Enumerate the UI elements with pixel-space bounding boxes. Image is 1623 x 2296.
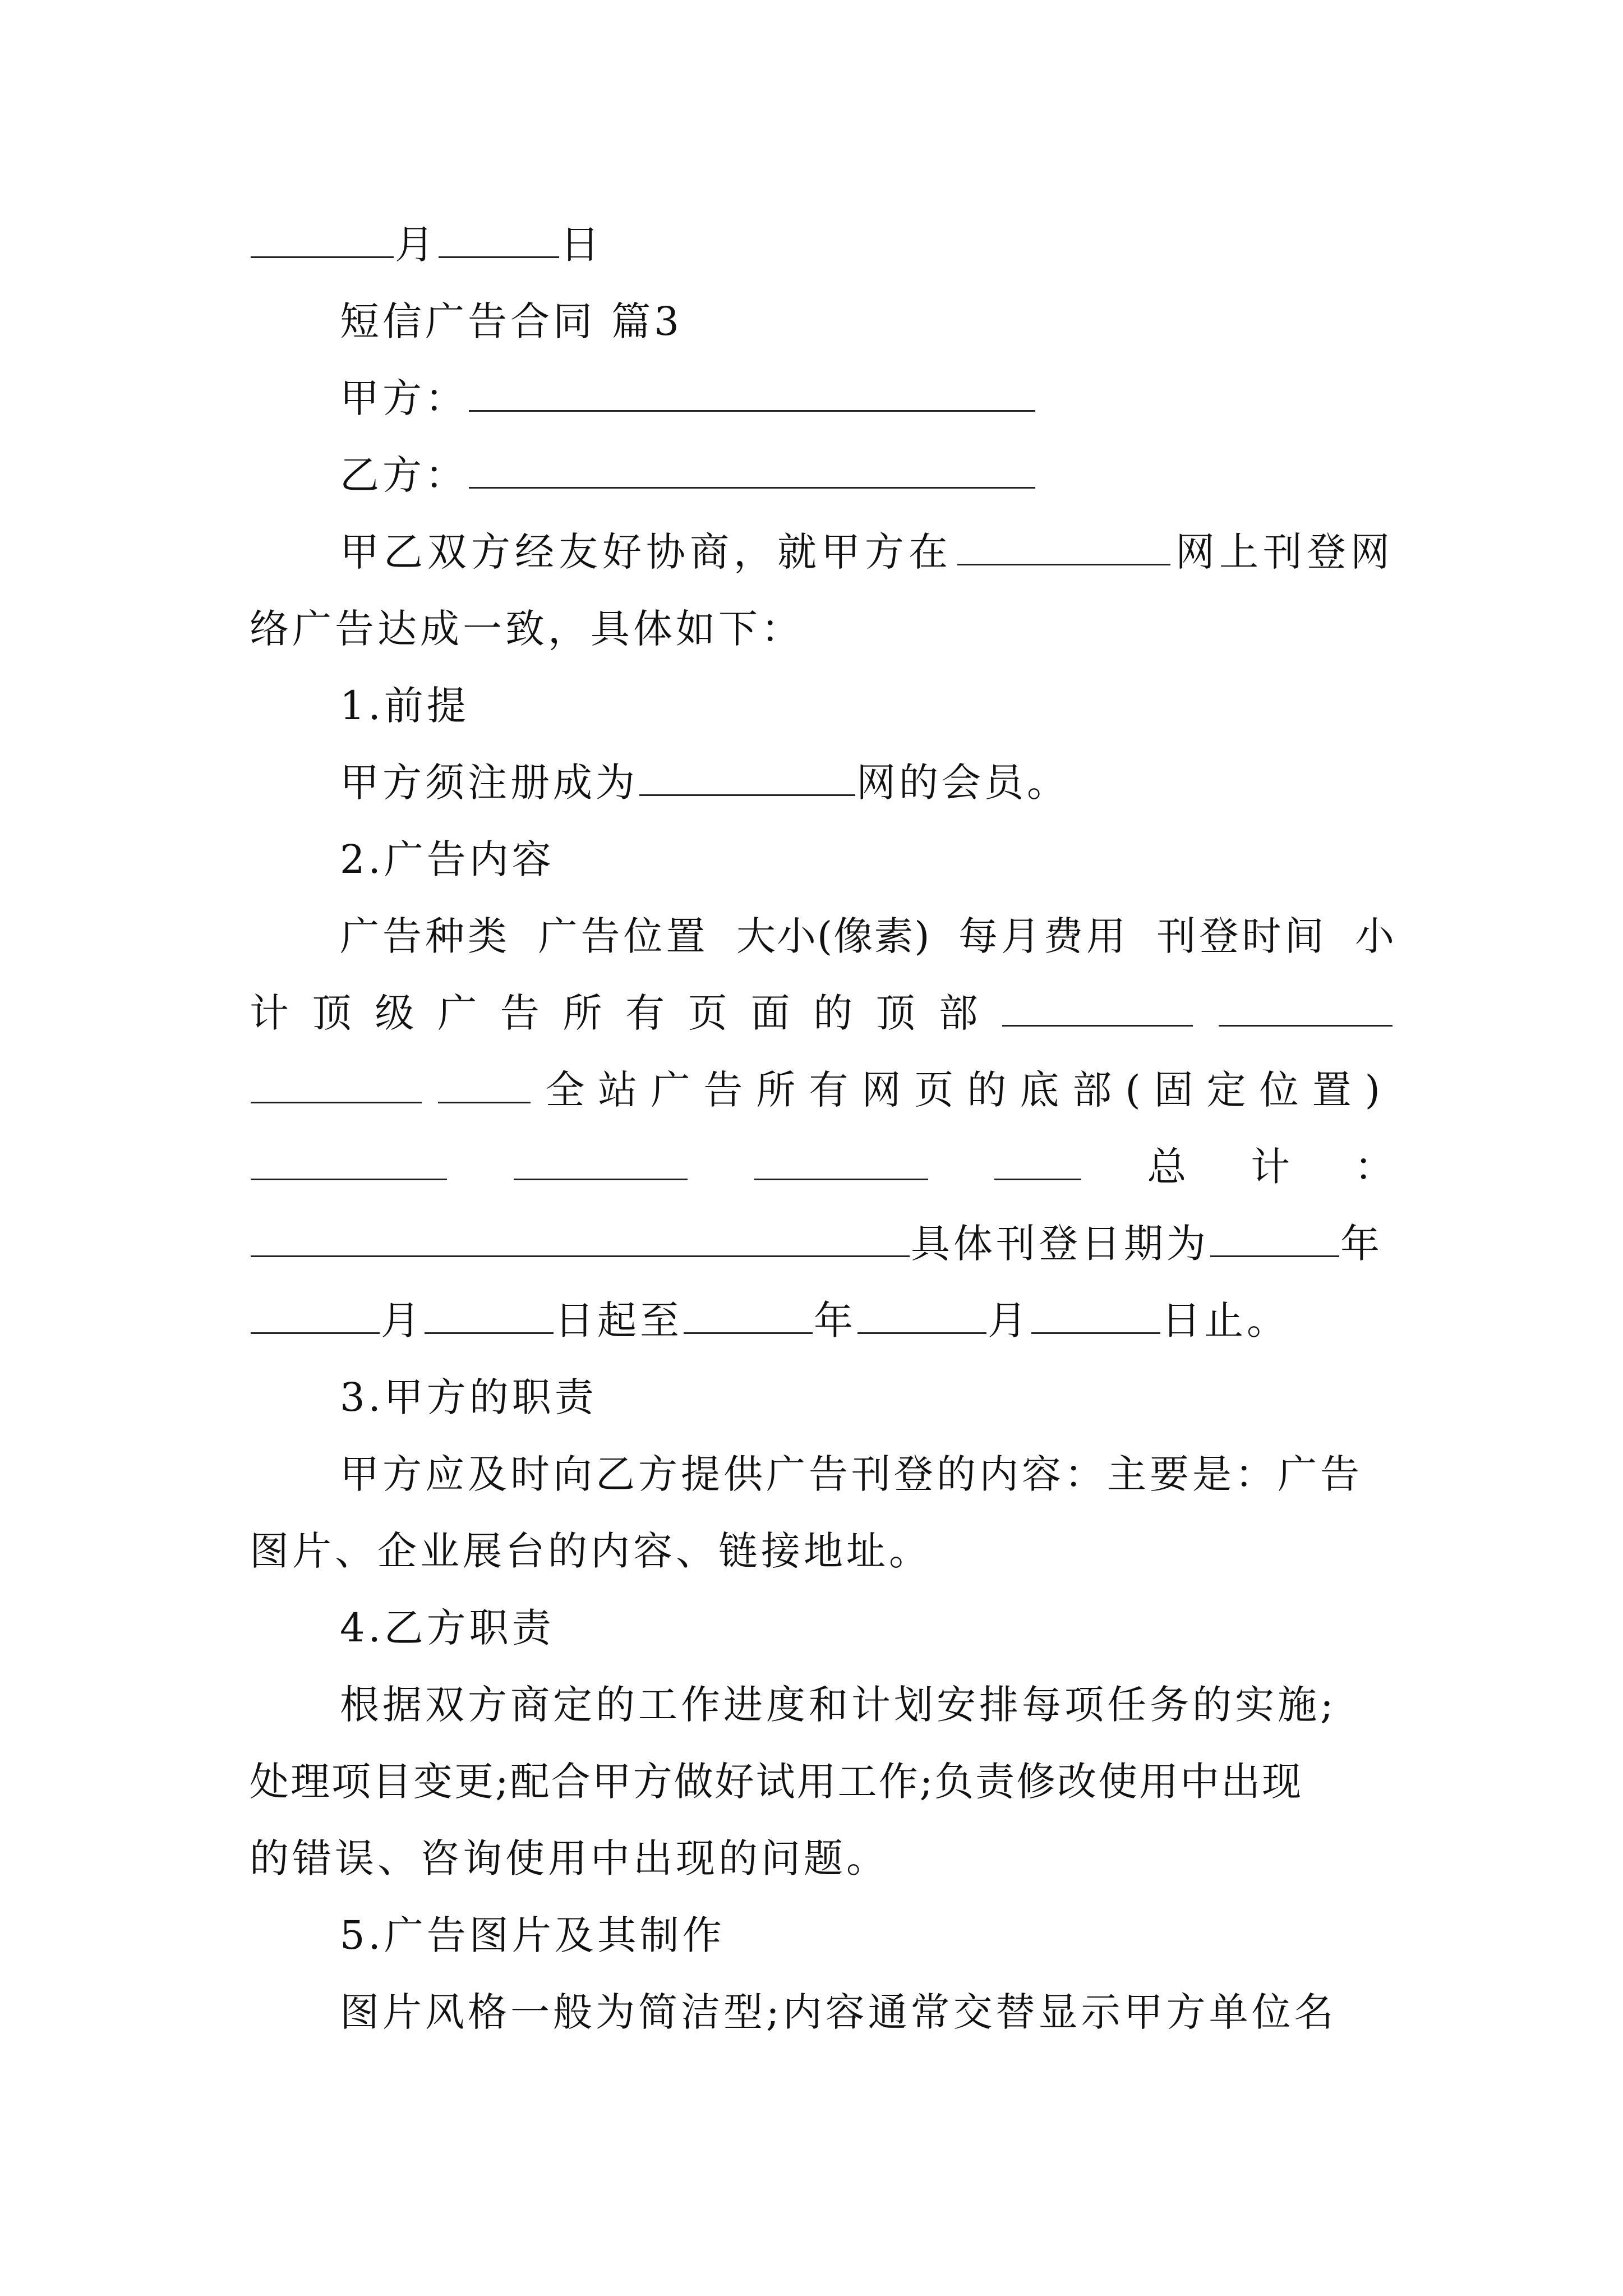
intro-text-1: 甲乙双方经友好协商，就甲方在 (340, 529, 952, 575)
intro-line-2: 络广告达成一致，具体如下： (250, 606, 804, 652)
ad-subtotal-blank (994, 1144, 1081, 1180)
month-blank (251, 1297, 380, 1334)
month-label: 月 (988, 1297, 1030, 1343)
ad-row-char: 面 (750, 990, 790, 1036)
ad-size-blank (251, 1144, 447, 1180)
section-4-heading: 4.乙方职责 (340, 1605, 555, 1651)
month-label: 月 (395, 222, 437, 268)
party-a-blank (469, 375, 1035, 412)
intro-text-2: 网上刊登网 (1175, 529, 1394, 575)
year-blank (684, 1297, 813, 1334)
year-label: 年 (814, 1297, 856, 1343)
ad-col-subtotal-start: 小 (1354, 913, 1394, 959)
party-b-line (340, 447, 1394, 503)
ad-size-blank (1002, 990, 1193, 1027)
party-b-blank (469, 452, 1035, 489)
section-3-line-1: 甲方应及时向乙方提供广告刊登的内容：主要是：广告 (340, 1451, 1363, 1497)
total-char: 计 (1251, 1144, 1290, 1190)
ad-row-char: 页 (688, 990, 727, 1036)
ad-table-row-2 (250, 985, 1394, 1041)
section-4-line-2: 处理项目变更;配合甲方做好试用工作;负责修改使用中出现 (250, 1759, 1303, 1805)
ad-row-char: 的 (813, 990, 853, 1036)
ad-col-position: 广告位置 (538, 913, 709, 959)
section-1-text-part1: 甲方须注册成为 (340, 760, 638, 806)
section-5-line-1: 图片风格一般为简洁型;内容通常交替显示甲方单位名 (340, 1989, 1337, 2035)
day-blank (425, 1297, 554, 1334)
ad-row-char: 有 (625, 990, 665, 1036)
month-blank (857, 1297, 986, 1334)
website-blank (957, 529, 1170, 565)
end-label: 日止。 (1161, 1297, 1289, 1343)
day-blank (1031, 1297, 1160, 1334)
section-1-text (340, 754, 1394, 811)
ad-row-char: 顶 (875, 990, 915, 1036)
ad-period-blank (251, 1067, 422, 1103)
ad-row-2-text: 全站广告所有网页的底部(固定位置) (545, 1067, 1394, 1113)
website-blank (639, 760, 855, 796)
ad-fee-blank (514, 1144, 688, 1180)
ad-row-char: 广 (437, 990, 477, 1036)
section-1-text-part2: 网的会员。 (856, 760, 1069, 806)
period-line-2 (250, 1292, 1394, 1349)
total-char: 总 (1147, 1144, 1187, 1190)
ad-col-size: 大小(像素) (736, 913, 931, 959)
ad-col-subtotal-end: 计 (250, 990, 289, 1036)
section-4-line-1: 根据双方商定的工作进度和计划安排每项任务的实施; (340, 1682, 1337, 1728)
section-3-heading: 3.甲方的职责 (340, 1374, 597, 1420)
year-label: 年 (1340, 1221, 1383, 1267)
month-label: 月 (381, 1297, 423, 1343)
blank-field (439, 222, 559, 258)
ad-row-char: 所 (562, 990, 602, 1036)
party-b-label: 乙方： (340, 452, 468, 498)
section-4-line-3: 的错误、咨询使用中出现的问题。 (250, 1835, 889, 1881)
ad-col-monthly-fee: 每月费用 (958, 913, 1129, 959)
ad-col-type: 广告种类 (340, 913, 510, 959)
ad-fee-blank (1219, 990, 1393, 1027)
intro-line-1 (340, 524, 1394, 580)
ad-row-char: 级 (375, 990, 414, 1036)
day-label: 日 (560, 222, 603, 268)
total-colon: ： (1354, 1144, 1394, 1190)
party-a-label: 甲方： (340, 375, 468, 421)
ad-table-row-4 (250, 1139, 1394, 1195)
party-a-line (340, 370, 1394, 426)
section-1-heading: 1.前提 (340, 683, 469, 729)
ad-row-char: 部 (938, 990, 978, 1036)
date-line (250, 217, 1394, 273)
period-label: 具体刊登日期为 (911, 1221, 1209, 1267)
period-line-1 (250, 1216, 1394, 1272)
blank-field (251, 222, 394, 258)
from-label: 日起至 (555, 1297, 683, 1343)
ad-table-row-1 (340, 908, 1394, 964)
section-3-line-2: 图片、企业展台的内容、链接地址。 (250, 1528, 932, 1574)
section-2-heading: 2.广告内容 (340, 836, 555, 882)
year-blank (1210, 1221, 1339, 1257)
ad-period-blank (754, 1144, 928, 1180)
ad-row-char: 顶 (312, 990, 352, 1036)
ad-row-char: 告 (500, 990, 540, 1036)
ad-col-period: 刊登时间 (1156, 913, 1327, 959)
document-title: 短信广告合同 篇3 (340, 298, 683, 344)
ad-table-row-3 (250, 1062, 1394, 1118)
section-5-heading: 5.广告图片及其制作 (340, 1912, 725, 1958)
ad-subtotal-blank (438, 1067, 531, 1103)
total-amount-blank (251, 1221, 910, 1257)
